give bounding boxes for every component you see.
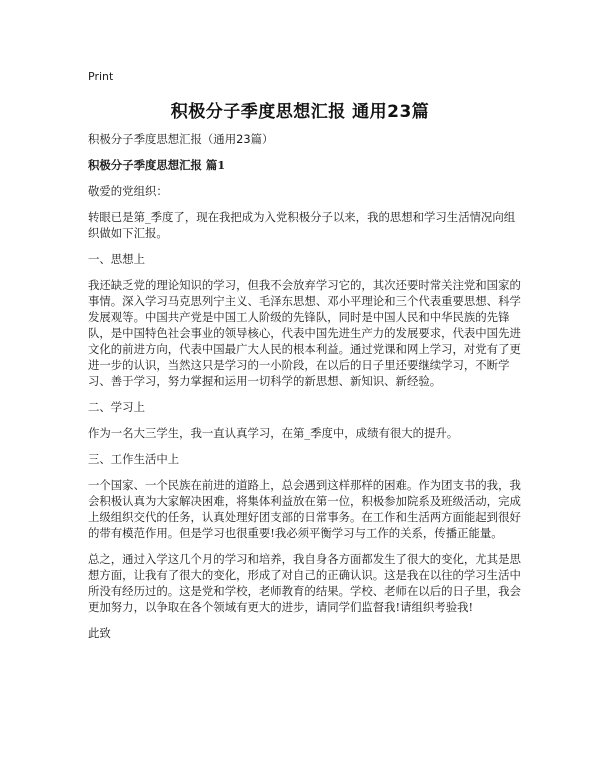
paragraph-work-life: 一个国家、一个民族在前进的道路上，总会遇到这样那样的困难。作为团支书的我，我会积极认真为大家解决困难，将集体利益放在第一位，积极参加院系及班级活动，完成上级组织交代的任务，认真处理好团支部的日常事务。在工作和生活两方面能起到很好的带有模范作用。但是学习也很重要!我必须平衡学习与工作的关系，传播正能量。 — [88, 478, 521, 540]
print-label: Print — [88, 70, 114, 83]
document-body — [88, 131, 522, 651]
page-title: 积极分子季度思想汇报 通用23篇 — [170, 102, 430, 122]
document-subtitle: 积极分子季度思想汇报（通用23篇） — [88, 132, 274, 146]
paragraph-summary: 总之，通过入学这几个月的学习和培养，我自身各方面都发生了很大的变化，尤其是思想方面，让我有了很大的变化，形成了对自己的正确认识。这是我在以往的学习生活中所没有经历过的。这是党和学校，老师教育的结果。学校、老师在以后的日子里，我会更加努力，以争取在各个领域有更大的进步，请同学们监督我!请组织考验我! — [88, 552, 521, 614]
heading-thought: 一、思想上 — [88, 252, 145, 266]
heading-study: 二、学习上 — [88, 400, 145, 414]
paragraph-thought: 我还缺乏党的理论知识的学习，但我不会放弃学习它的，其次还要时常关注党和国家的事情。深入学习马克思列宁主义、毛泽东思想、邓小平理论和三个代表重要思想、科学发展观等。中国共产党是中国工人阶级的先锋队，同时是中国人民和中华民族的先锋队，是中国特色社会事业的领导核心，代表中国先进生产力的发展要求，代表中国先进文化的前进方向，代表中国最广大人民的根本利益。通过党课和网上学习，对党有了更进一步的认识，当然这只是学习的一小阶段，在以后的日子里还要继续学习，不断学习、善于学习，努力掌握和运用一切科学的新思想、新知识、新经验。 — [88, 278, 521, 388]
section-title: 积极分子季度思想汇报 篇1 — [88, 158, 226, 172]
greeting: 敬爱的党组织： — [88, 184, 168, 198]
paragraph-study: 作为一名大三学生，我一直认真学习，在第_季度中，成绩有很大的提升。 — [88, 426, 459, 440]
heading-work-life: 三、工作生活中上 — [88, 452, 180, 466]
intro-paragraph: 转眼已是第_季度了，现在我把成为入党积极分子以来，我的思想和学习生活情况向组织做如下汇报。 — [88, 210, 516, 240]
closing: 此致 — [88, 626, 111, 640]
